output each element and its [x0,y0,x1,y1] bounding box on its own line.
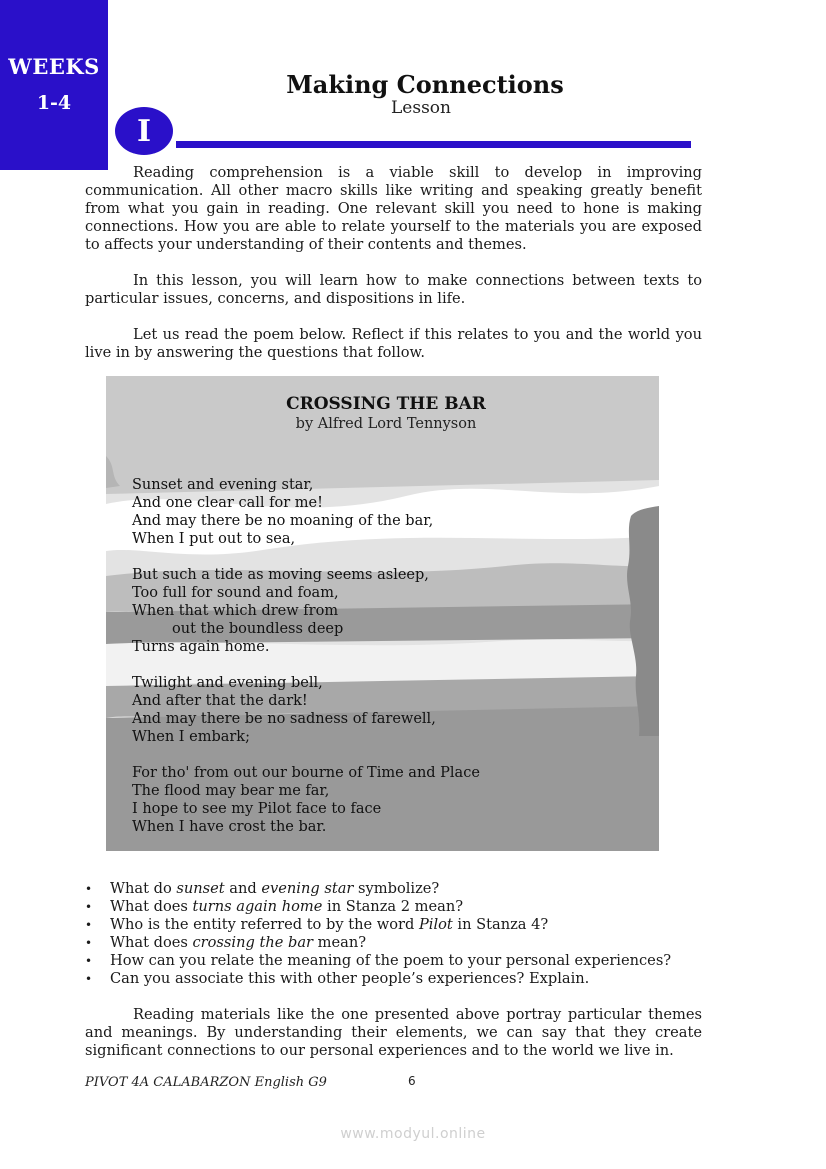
poem-line: I hope to see my Pilot face to face [132,801,382,817]
bullet-icon: • [85,972,93,986]
bullet-icon: • [85,954,93,968]
weeks-tab [0,0,108,170]
poem-line: But such a tide as moving seems asleep, [132,567,429,583]
poem-line: Sunset and evening star, [132,477,314,493]
list-item: • What does crossing the bar mean? [85,934,367,951]
intro-paragraph-3: Let us read the poem below. Reflect if this relates to you and the world you live in by answering the questions that follow. [85,326,702,361]
page-subtitle: Lesson [391,98,451,118]
weeks-range: 1-4 [36,92,72,114]
watermark: www.modyul.online [340,1126,486,1142]
bullet-icon: • [85,882,93,896]
bullet-icon: • [85,900,93,914]
poem-line: And may there be no sadness of farewell, [132,711,436,727]
poem-line: Turns again home. [132,639,270,655]
intro-paragraph-1: Reading comprehension is a viable skill to develop in improving communication. All other macro skills like writing and speaking greatly benefit from what you gain in reading. One relevant skill you need to hone is making connections. How you are able to relate yourself to the materials you are exposed to affects your understanding of their contents and themes. [85,164,702,253]
poem-line: Too full for sound and foam, [132,585,339,601]
poem-panel [106,376,659,851]
list-item: • What do sunset and evening star symbolize? [85,880,440,897]
poem-body [132,476,480,836]
title-underline-bar [176,141,691,148]
poem-line: And may there be no moaning of the bar, [132,513,434,529]
poem-line: For tho' from out our bourne of Time and Place [132,765,480,781]
lesson-marker-badge: I [115,107,173,155]
poem-line: When I put out to sea, [132,531,296,547]
list-item: • Who is the entity referred to by the word Pilot in Stanza 4? [85,916,549,933]
footer-source: PIVOT 4A CALABARZON English G9 [85,1075,327,1090]
bullet-icon: • [85,936,93,950]
poem-line: When I have crost the bar. [132,819,327,835]
poem-line: When that which drew from [132,603,339,619]
page-title: Making Connections [286,70,564,99]
poem-title: CROSSING THE BAR [286,394,486,414]
closing-paragraph: Reading materials like the one presented above portray particular themes and meanings. By understanding their elements, we can say that they create significant connections to our personal experiences and to the world we live in. [85,1006,702,1059]
page-number: 6 [408,1074,416,1088]
bullet-icon: • [85,918,93,932]
poem-line: Twilight and evening bell, [132,675,323,691]
poem-line: out the boundless deep [172,621,344,637]
poem-author: by Alfred Lord Tennyson [295,416,477,432]
weeks-label: WEEKS [8,54,100,79]
poem-line: And after that the dark! [132,693,308,709]
intro-paragraph-2: In this lesson, you will learn how to make connections between texts to particular issues, concerns, and dispositions in life. [85,272,702,307]
list-item: • How can you relate the meaning of the poem to your personal experiences? [85,952,672,969]
list-item: • Can you associate this with other people’s experiences? Explain. [85,970,590,987]
poem-line: The flood may bear me far, [132,783,330,799]
poem-line: When I embark; [132,729,250,745]
poem-line: And one clear call for me! [132,495,323,511]
list-item: • What does turns again home in Stanza 2 mean? [85,898,464,915]
question-list [85,880,725,988]
